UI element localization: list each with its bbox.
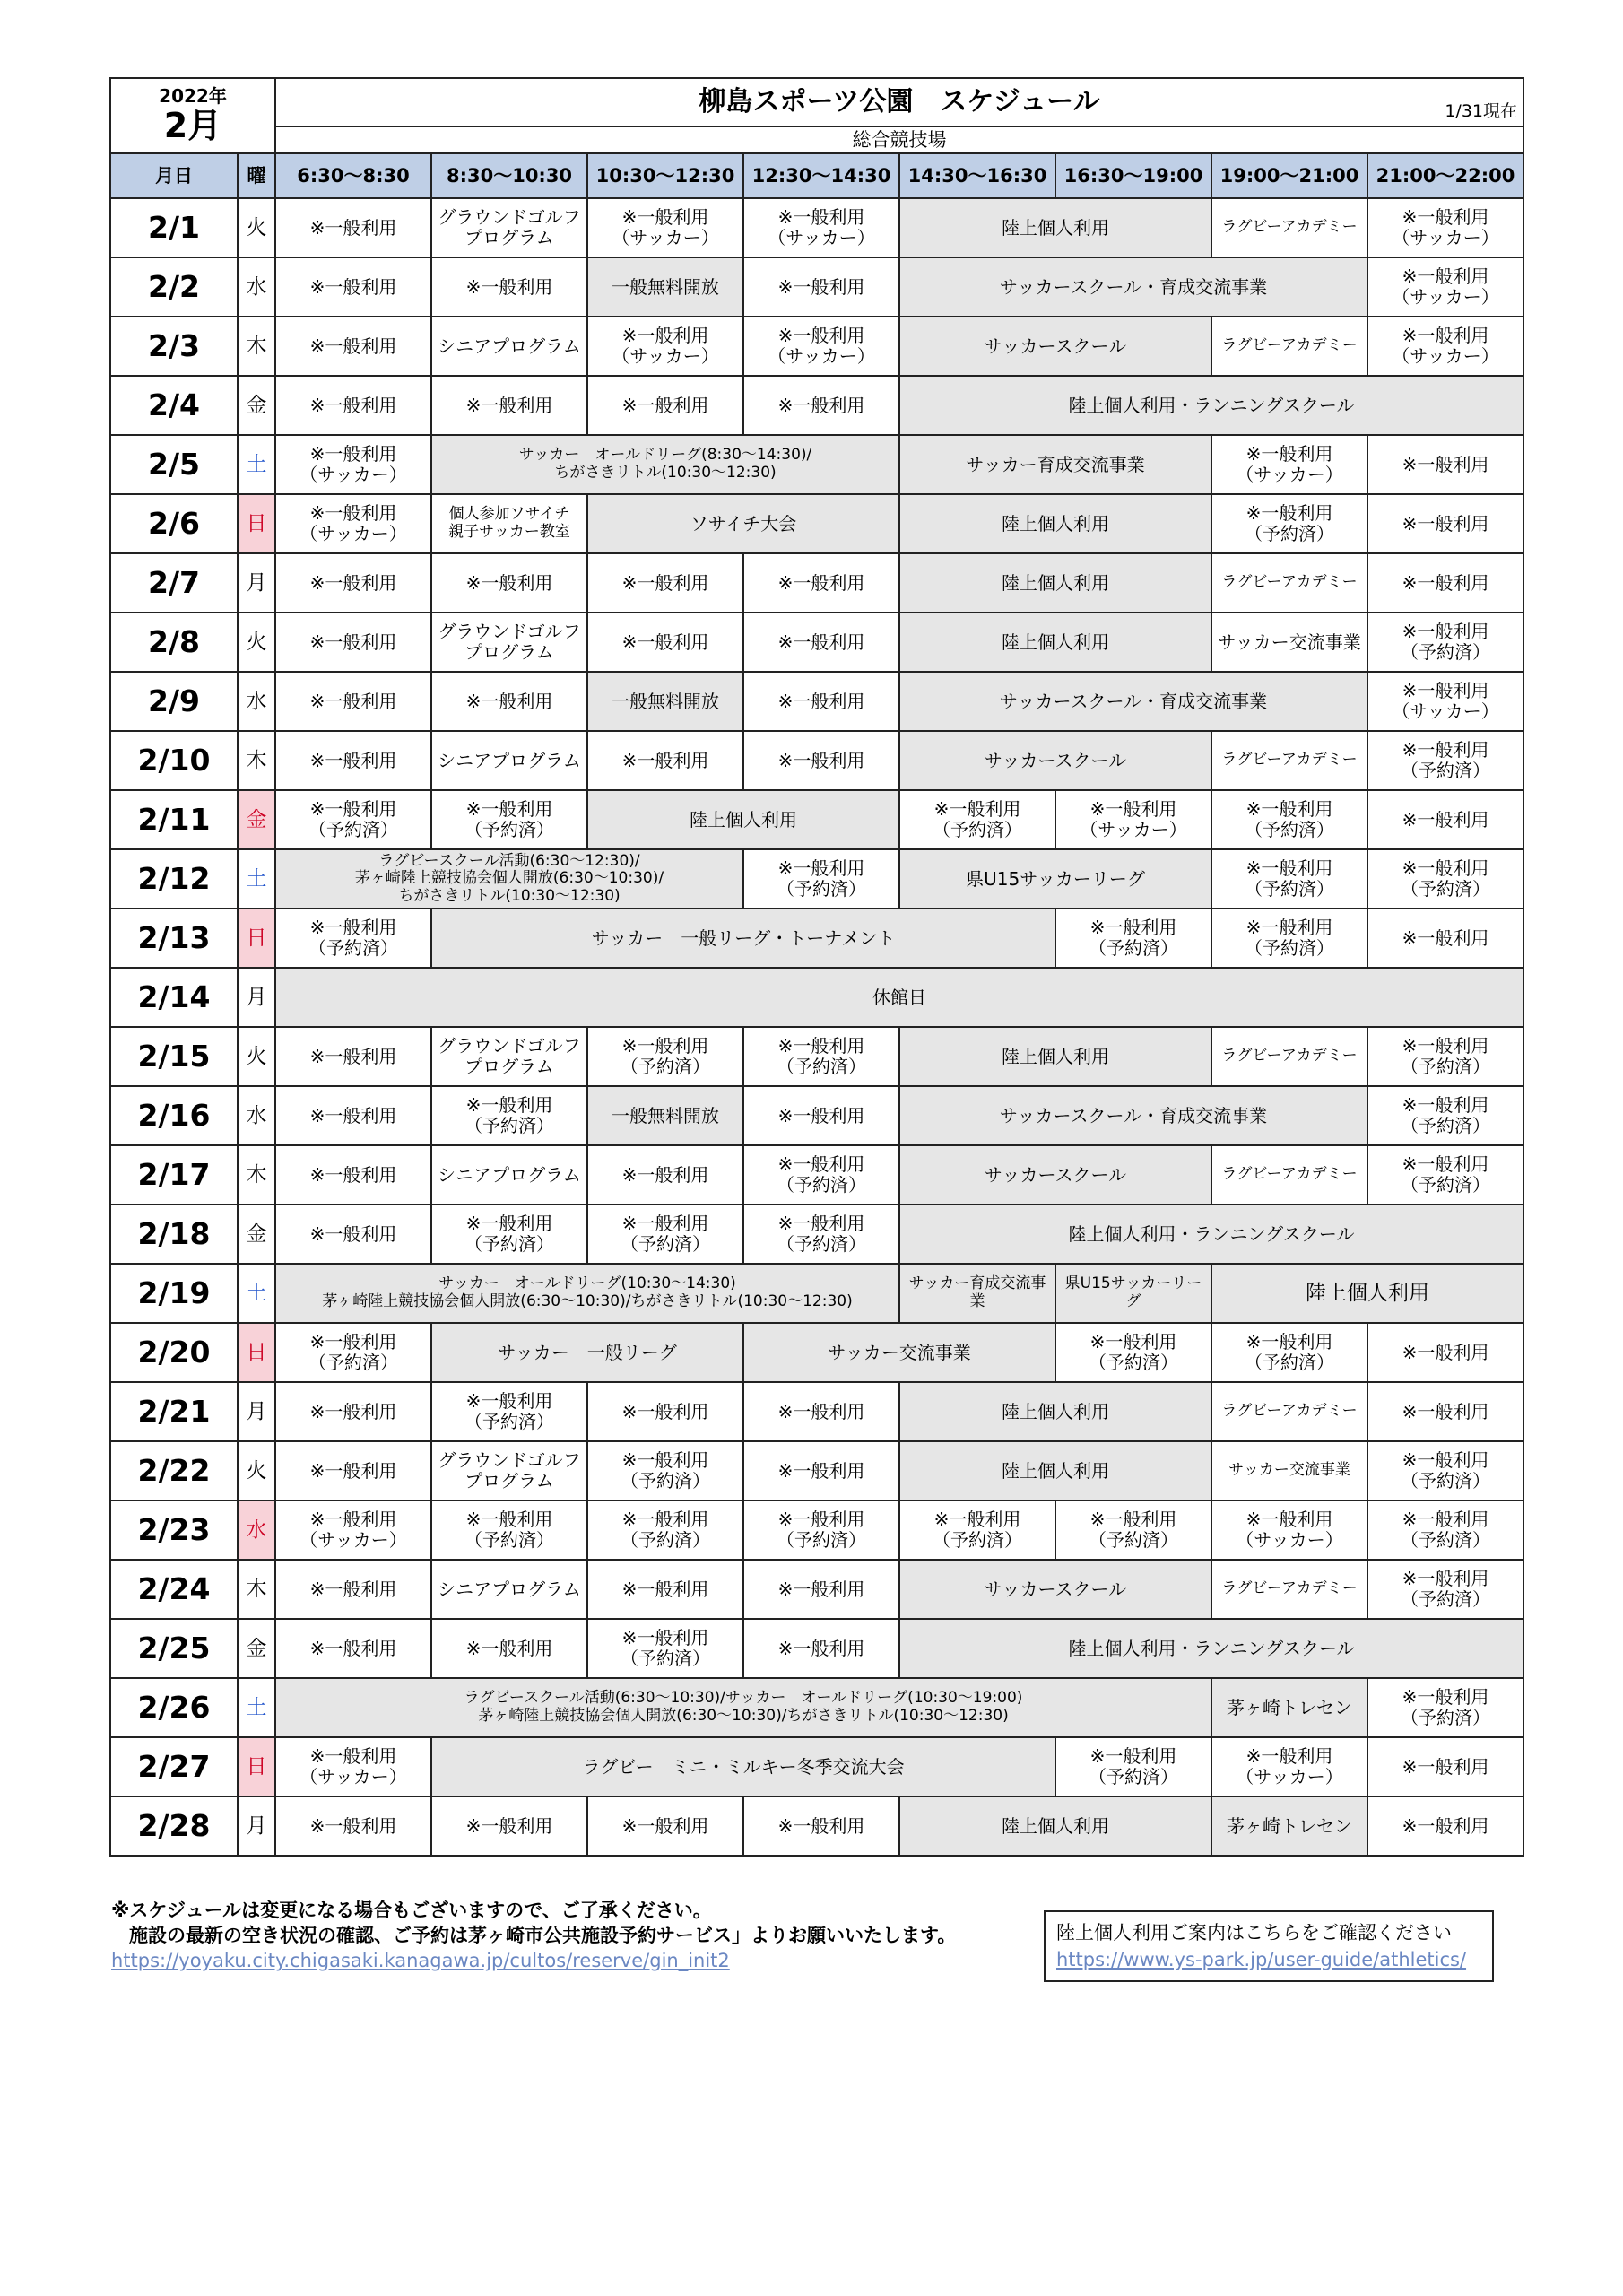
schedule-cell: ※一般利用 （サッカー） [587, 198, 743, 257]
table-row [110, 1796, 1523, 1856]
schedule-cell: ラグビーアカデミー [1211, 731, 1367, 790]
weekday-cell: 日 [238, 1737, 275, 1796]
weekday-cell: 土 [238, 1678, 275, 1737]
weekday-cell: 木 [238, 731, 275, 790]
schedule-cell: サッカースクール [899, 731, 1211, 790]
schedule-cell: サッカー交流事業 [1211, 1441, 1367, 1500]
schedule-cell: サッカースクール [899, 1560, 1211, 1619]
schedule-cell: ※一般利用 （予約済） [431, 1500, 587, 1560]
schedule-cell: ※一般利用 （予約済） [1211, 849, 1367, 909]
schedule-cell: ※一般利用 （予約済） [1367, 1027, 1523, 1086]
schedule-cell: ※一般利用 [275, 1560, 431, 1619]
schedule-cell: サッカースクール・育成交流事業 [899, 257, 1367, 317]
schedule-cell: ※一般利用 [275, 1619, 431, 1678]
table-row [110, 1560, 1523, 1619]
page-title: 柳島スポーツ公園 スケジュール [699, 85, 1100, 117]
schedule-cell: ※一般利用 [1367, 494, 1523, 553]
schedule-cell: ※一般利用 [1367, 790, 1523, 849]
schedule-cell: シニアプログラム [431, 1145, 587, 1205]
schedule-cell: グラウンドゴルフ プログラム [431, 613, 587, 672]
schedule-cell: ソサイチ大会 [587, 494, 899, 553]
schedule-cell: ※一般利用 [743, 553, 899, 613]
table-row [110, 1145, 1523, 1205]
schedule-cell: 陸上個人利用・ランニングスクール [899, 376, 1523, 435]
schedule-cell: 陸上個人利用 [587, 790, 899, 849]
schedule-cell: ※一般利用 [275, 1145, 431, 1205]
schedule-cell: ラグビーアカデミー [1211, 198, 1367, 257]
weekday-cell: 月 [238, 968, 275, 1027]
weekday-cell: 日 [238, 494, 275, 553]
schedule-cell: ※一般利用 （予約済） [275, 790, 431, 849]
date-cell: 2/23 [110, 1500, 238, 1560]
table-row [110, 1441, 1523, 1500]
schedule-cell: ※一般利用 （予約済） [1055, 909, 1211, 968]
schedule-cell: ※一般利用 [275, 1382, 431, 1441]
schedule-cell: ※一般利用 [587, 376, 743, 435]
date-cell: 2/13 [110, 909, 238, 968]
schedule-cell: 陸上個人利用・ランニングスクール [899, 1619, 1523, 1678]
guide-text: 陸上個人利用ご案内はこちらをご確認ください [1056, 1922, 1452, 1944]
schedule-cell: ※一般利用 [743, 672, 899, 731]
schedule-cell: ※一般利用 （サッカー） [587, 317, 743, 376]
date-cell: 2/11 [110, 790, 238, 849]
weekday-cell: 火 [238, 1027, 275, 1086]
title-cell [275, 78, 1523, 126]
schedule-cell: サッカー オールドリーグ(10:30～14:30) 茅ヶ崎陸上競技協会個人開放(6:30～10:30)/ちがさきリトル(10:30～12:30) [275, 1264, 899, 1323]
column-header: 月日 [110, 153, 238, 198]
schedule-cell: ※一般利用 [275, 257, 431, 317]
schedule-cell: ※一般利用 （サッカー） [1211, 1737, 1367, 1796]
schedule-cell: 一般無料開放 [587, 1086, 743, 1145]
venue-label: 総合競技場 [275, 126, 1523, 153]
schedule-cell: ※一般利用 [431, 1619, 587, 1678]
schedule-cell: 陸上個人利用 [899, 198, 1211, 257]
column-header: 10:30～12:30 [587, 153, 743, 198]
schedule-cell: ※一般利用 （予約済） [1367, 1678, 1523, 1737]
schedule-cell: サッカースクール [899, 1145, 1211, 1205]
date-cell: 2/2 [110, 257, 238, 317]
schedule-cell: ※一般利用 [743, 1441, 899, 1500]
date-cell: 2/12 [110, 849, 238, 909]
schedule-cell: ※一般利用 （予約済） [1367, 849, 1523, 909]
weekday-cell: 水 [238, 672, 275, 731]
schedule-cell: ※一般利用 （予約済） [587, 1027, 743, 1086]
schedule-cell: ※一般利用 （サッカー） [1367, 672, 1523, 731]
schedule-cell: ※一般利用 （予約済） [431, 1382, 587, 1441]
table-row [110, 909, 1523, 968]
schedule-cell: ※一般利用 （予約済） [743, 1027, 899, 1086]
schedule-cell: ※一般利用 （サッカー） [743, 317, 899, 376]
schedule-cell: ※一般利用 （サッカー） [1211, 1500, 1367, 1560]
date-cell: 2/20 [110, 1323, 238, 1382]
schedule-cell: ※一般利用 （予約済） [1367, 1086, 1523, 1145]
schedule-cell: ラグビーアカデミー [1211, 1145, 1367, 1205]
schedule-cell: ※一般利用 （予約済） [743, 849, 899, 909]
schedule-cell: ※一般利用 （予約済） [1367, 731, 1523, 790]
schedule-cell: ラグビーアカデミー [1211, 317, 1367, 376]
weekday-cell: 日 [238, 1323, 275, 1382]
schedule-cell: グラウンドゴルフ プログラム [431, 198, 587, 257]
weekday-cell: 金 [238, 1619, 275, 1678]
schedule-cell: ※一般利用 （予約済） [431, 1205, 587, 1264]
schedule-cell: サッカースクール・育成交流事業 [899, 672, 1367, 731]
schedule-cell: 一般無料開放 [587, 672, 743, 731]
schedule-cell: ※一般利用 [275, 1027, 431, 1086]
weekday-cell: 月 [238, 1796, 275, 1856]
table-row [110, 1086, 1523, 1145]
date-cell: 2/14 [110, 968, 238, 1027]
schedule-cell: ※一般利用 [275, 376, 431, 435]
schedule-cell: 陸上個人利用 [899, 553, 1211, 613]
date-cell: 2/19 [110, 1264, 238, 1323]
date-cell: 2/27 [110, 1737, 238, 1796]
schedule-cell: ラグビースクール活動(6:30～10:30)/サッカー オールドリーグ(10:30～19:00) 茅ヶ崎陸上競技協会個人開放(6:30～10:30)/ちがさきリトル(10:30～12:30) [275, 1678, 1211, 1737]
schedule-cell: ※一般利用 （予約済） [1055, 1737, 1211, 1796]
date-cell: 2/15 [110, 1027, 238, 1086]
table-row [110, 1323, 1523, 1382]
schedule-cell: ラグビーアカデミー [1211, 1027, 1367, 1086]
schedule-cell: ※一般利用 （予約済） [587, 1441, 743, 1500]
column-header: 12:30～14:30 [743, 153, 899, 198]
column-header: 21:00～22:00 [1367, 153, 1523, 198]
schedule-cell: サッカースクール・育成交流事業 [899, 1086, 1367, 1145]
schedule-cell: ※一般利用 （予約済） [431, 1086, 587, 1145]
date-cell: 2/25 [110, 1619, 238, 1678]
schedule-cell: ※一般利用 （サッカー） [275, 1737, 431, 1796]
schedule-cell: ※一般利用 [431, 257, 587, 317]
schedule-cell: ※一般利用 （予約済） [899, 790, 1055, 849]
table-row [110, 1027, 1523, 1086]
date-cell: 2/9 [110, 672, 238, 731]
schedule-cell: ※一般利用 （サッカー） [743, 198, 899, 257]
table-row [110, 376, 1523, 435]
schedule-cell: 個人参加ソサイチ 親子サッカー教室 [431, 494, 587, 553]
schedule-cell: ラグビースクール活動(6:30～12:30)/ 茅ヶ崎陸上競技協会個人開放(6:30～10:30)/ ちがさきリトル(10:30～12:30) [275, 849, 743, 909]
schedule-cell: ※一般利用 [1367, 553, 1523, 613]
date-cell: 2/6 [110, 494, 238, 553]
date-cell: 2/21 [110, 1382, 238, 1441]
weekday-cell: 火 [238, 1441, 275, 1500]
schedule-cell: ※一般利用 [587, 1145, 743, 1205]
table-row [110, 1500, 1523, 1560]
schedule-sheet [109, 77, 1524, 1857]
schedule-cell: ※一般利用 （サッカー） [1211, 435, 1367, 494]
date-cell: 2/26 [110, 1678, 238, 1737]
schedule-cell: ※一般利用 （サッカー） [275, 435, 431, 494]
table-row [110, 790, 1523, 849]
schedule-cell: ※一般利用 （予約済） [1211, 790, 1367, 849]
weekday-cell: 水 [238, 257, 275, 317]
schedule-cell: ※一般利用 [275, 1205, 431, 1264]
column-header-row [110, 153, 1523, 198]
schedule-cell: ラグビーアカデミー [1211, 553, 1367, 613]
date-cell: 2/16 [110, 1086, 238, 1145]
schedule-cell: ※一般利用 （予約済） [1211, 494, 1367, 553]
schedule-cell: ※一般利用 [431, 672, 587, 731]
schedule-cell: ※一般利用 [1367, 909, 1523, 968]
schedule-cell: グラウンドゴルフ プログラム [431, 1027, 587, 1086]
schedule-cell: 陸上個人利用 [1211, 1264, 1523, 1323]
schedule-cell: 陸上個人利用 [899, 1382, 1211, 1441]
weekday-cell: 木 [238, 1145, 275, 1205]
year-label: 2022年 [159, 84, 227, 107]
schedule-cell: ※一般利用 （予約済） [743, 1145, 899, 1205]
schedule-cell: ※一般利用 （予約済） [743, 1500, 899, 1560]
schedule-cell: ※一般利用 （予約済） [1367, 1560, 1523, 1619]
schedule-cell: 一般無料開放 [587, 257, 743, 317]
footer-notes [111, 1898, 956, 1973]
schedule-cell: サッカー 一般リーグ・トーナメント [431, 909, 1055, 968]
schedule-table [109, 77, 1524, 1857]
schedule-cell: ラグビーアカデミー [1211, 1382, 1367, 1441]
weekday-cell: 土 [238, 1264, 275, 1323]
schedule-cell: サッカー育成交流事業 [899, 1264, 1055, 1323]
column-header: 14:30～16:30 [899, 153, 1055, 198]
weekday-cell: 木 [238, 317, 275, 376]
schedule-cell: ※一般利用 （サッカー） [1367, 257, 1523, 317]
schedule-cell: ※一般利用 [275, 1441, 431, 1500]
table-row [110, 198, 1523, 257]
schedule-cell: シニアプログラム [431, 1560, 587, 1619]
schedule-cell: 陸上個人利用・ランニングスクール [899, 1205, 1523, 1264]
schedule-cell: ※一般利用 [275, 317, 431, 376]
table-row [110, 1619, 1523, 1678]
schedule-cell: ※一般利用 （予約済） [899, 1500, 1055, 1560]
schedule-cell: ※一般利用 （予約済） [1367, 1441, 1523, 1500]
schedule-cell: サッカー育成交流事業 [899, 435, 1211, 494]
weekday-cell: 土 [238, 849, 275, 909]
schedule-cell: 県U15サッカーリーグ [899, 849, 1211, 909]
table-row [110, 1737, 1523, 1796]
schedule-cell: ※一般利用 [275, 1086, 431, 1145]
date-cell: 2/4 [110, 376, 238, 435]
schedule-cell: ※一般利用 （予約済） [1367, 1145, 1523, 1205]
weekday-cell: 土 [238, 435, 275, 494]
schedule-cell: ※一般利用 （予約済） [431, 790, 587, 849]
date-cell: 2/7 [110, 553, 238, 613]
schedule-cell: ※一般利用 [587, 731, 743, 790]
schedule-cell: 陸上個人利用 [899, 613, 1211, 672]
table-row [110, 1678, 1523, 1737]
schedule-cell: ※一般利用 [275, 1796, 431, 1856]
schedule-cell: シニアプログラム [431, 731, 587, 790]
date-cell: 2/1 [110, 198, 238, 257]
schedule-cell: ※一般利用 （予約済） [1055, 1500, 1211, 1560]
weekday-cell: 月 [238, 553, 275, 613]
table-row [110, 1264, 1523, 1323]
schedule-cell: ※一般利用 [275, 672, 431, 731]
schedule-cell: ※一般利用 （予約済） [587, 1205, 743, 1264]
schedule-cell: ※一般利用 （予約済） [275, 1323, 431, 1382]
weekday-cell: 火 [238, 198, 275, 257]
schedule-cell: 陸上個人利用 [899, 1441, 1211, 1500]
athletics-guide-box [1044, 1910, 1494, 1982]
schedule-cell: サッカー交流事業 [743, 1323, 1055, 1382]
schedule-cell: ラグビーアカデミー [1211, 1560, 1367, 1619]
table-row [110, 317, 1523, 376]
schedule-cell: ※一般利用 （サッカー） [1367, 317, 1523, 376]
schedule-cell: 陸上個人利用 [899, 1796, 1211, 1856]
schedule-cell: 陸上個人利用 [899, 494, 1211, 553]
date-cell: 2/10 [110, 731, 238, 790]
schedule-cell: ※一般利用 [431, 1796, 587, 1856]
athletics-guide-link[interactable]: https://www.ys-park.jp/user-guide/athletics/ [1056, 1949, 1467, 1970]
column-header: 16:30～19:00 [1055, 153, 1211, 198]
date-cell: 2/24 [110, 1560, 238, 1619]
schedule-cell: ※一般利用 [743, 1560, 899, 1619]
schedule-cell: ※一般利用 [587, 1560, 743, 1619]
schedule-cell: ※一般利用 （サッカー） [1367, 198, 1523, 257]
month-cell [110, 78, 275, 153]
schedule-cell: ※一般利用 [743, 1619, 899, 1678]
schedule-cell: 休館日 [275, 968, 1523, 1027]
schedule-cell: ※一般利用 [275, 731, 431, 790]
month-label: 2月 [163, 105, 222, 145]
date-cell: 2/3 [110, 317, 238, 376]
schedule-cell: ※一般利用 （サッカー） [275, 494, 431, 553]
weekday-cell: 水 [238, 1500, 275, 1560]
as-of-date: 1/31現在 [1445, 101, 1518, 122]
date-cell: 2/8 [110, 613, 238, 672]
weekday-cell: 火 [238, 613, 275, 672]
footer-note-2: 施設の最新の空き状況の確認、ご予約は茅ヶ崎市公共施設予約サービス」よりお願いいたします。 [129, 1925, 957, 1946]
schedule-cell: ※一般利用 [587, 1382, 743, 1441]
weekday-cell: 月 [238, 1382, 275, 1441]
schedule-cell: 陸上個人利用 [899, 1027, 1211, 1086]
date-cell: 2/17 [110, 1145, 238, 1205]
column-header: 8:30～10:30 [431, 153, 587, 198]
schedule-cell: ※一般利用 [1367, 1737, 1523, 1796]
table-row [110, 613, 1523, 672]
column-header: 6:30～8:30 [275, 153, 431, 198]
table-row [110, 435, 1523, 494]
schedule-cell: シニアプログラム [431, 317, 587, 376]
schedule-cell: 茅ヶ崎トレセン [1211, 1678, 1367, 1737]
schedule-cell: ※一般利用 （予約済） [1367, 1500, 1523, 1560]
table-row [110, 553, 1523, 613]
table-row [110, 1205, 1523, 1264]
column-header: 19:00～21:00 [1211, 153, 1367, 198]
date-cell: 2/5 [110, 435, 238, 494]
schedule-cell: ※一般利用 [587, 553, 743, 613]
schedule-cell: ※一般利用 [743, 1796, 899, 1856]
schedule-cell: ※一般利用 [275, 613, 431, 672]
schedule-cell: ※一般利用 （予約済） [1055, 1323, 1211, 1382]
schedule-cell: 茅ヶ崎トレセン [1211, 1796, 1367, 1856]
schedule-cell: ※一般利用 [275, 553, 431, 613]
schedule-cell: ※一般利用 （予約済） [587, 1619, 743, 1678]
schedule-cell: ※一般利用 [1367, 1796, 1523, 1856]
footer-note-1: ※スケジュールは変更になる場合もございますので、ご了承ください。 [111, 1900, 712, 1921]
schedule-cell: グラウンドゴルフ プログラム [431, 1441, 587, 1500]
schedule-cell: ラグビー ミニ・ミルキー冬季交流大会 [431, 1737, 1055, 1796]
schedule-cell: ※一般利用 [275, 198, 431, 257]
schedule-cell: ※一般利用 [1367, 1323, 1523, 1382]
table-row [110, 672, 1523, 731]
schedule-cell: サッカースクール [899, 317, 1211, 376]
table-row [110, 494, 1523, 553]
schedule-cell: サッカー オールドリーグ(8:30～14:30)/ ちがさきリトル(10:30～12:30) [431, 435, 899, 494]
schedule-cell: ※一般利用 （サッカー） [275, 1500, 431, 1560]
schedule-cell: ※一般利用 （予約済） [743, 1205, 899, 1264]
schedule-cell: ※一般利用 [743, 731, 899, 790]
schedule-cell: ※一般利用 [587, 613, 743, 672]
weekday-cell: 金 [238, 790, 275, 849]
schedule-cell: ※一般利用 [743, 1382, 899, 1441]
schedule-cell: ※一般利用 [1367, 435, 1523, 494]
schedule-cell: サッカー交流事業 [1211, 613, 1367, 672]
weekday-cell: 木 [238, 1560, 275, 1619]
table-row [110, 257, 1523, 317]
weekday-cell: 金 [238, 376, 275, 435]
schedule-cell: ※一般利用 [743, 613, 899, 672]
schedule-cell: ※一般利用 [431, 553, 587, 613]
schedule-cell: ※一般利用 （予約済） [275, 909, 431, 968]
schedule-cell: ※一般利用 （サッカー） [1055, 790, 1211, 849]
weekday-cell: 水 [238, 1086, 275, 1145]
table-row [110, 968, 1523, 1027]
schedule-cell: サッカー 一般リーグ [431, 1323, 743, 1382]
schedule-cell: ※一般利用 [431, 376, 587, 435]
schedule-cell: ※一般利用 [1367, 1382, 1523, 1441]
schedule-cell: ※一般利用 [743, 257, 899, 317]
schedule-cell: ※一般利用 [587, 1796, 743, 1856]
schedule-cell: ※一般利用 （予約済） [1367, 613, 1523, 672]
table-row [110, 1382, 1523, 1441]
table-row [110, 849, 1523, 909]
date-cell: 2/28 [110, 1796, 238, 1856]
schedule-cell: ※一般利用 （予約済） [1211, 1323, 1367, 1382]
schedule-cell: ※一般利用 [743, 376, 899, 435]
weekday-cell: 金 [238, 1205, 275, 1264]
table-row [110, 731, 1523, 790]
schedule-cell: ※一般利用 （予約済） [1211, 909, 1367, 968]
schedule-cell: ※一般利用 （予約済） [587, 1500, 743, 1560]
schedule-cell: 県U15サッカーリーグ [1055, 1264, 1211, 1323]
reservation-link[interactable]: https://yoyaku.city.chigasaki.kanagawa.jp/cultos/reserve/gin_init2 [111, 1950, 730, 1971]
date-cell: 2/18 [110, 1205, 238, 1264]
weekday-cell: 日 [238, 909, 275, 968]
schedule-cell: ※一般利用 [743, 1086, 899, 1145]
date-cell: 2/22 [110, 1441, 238, 1500]
column-header: 曜 [238, 153, 275, 198]
